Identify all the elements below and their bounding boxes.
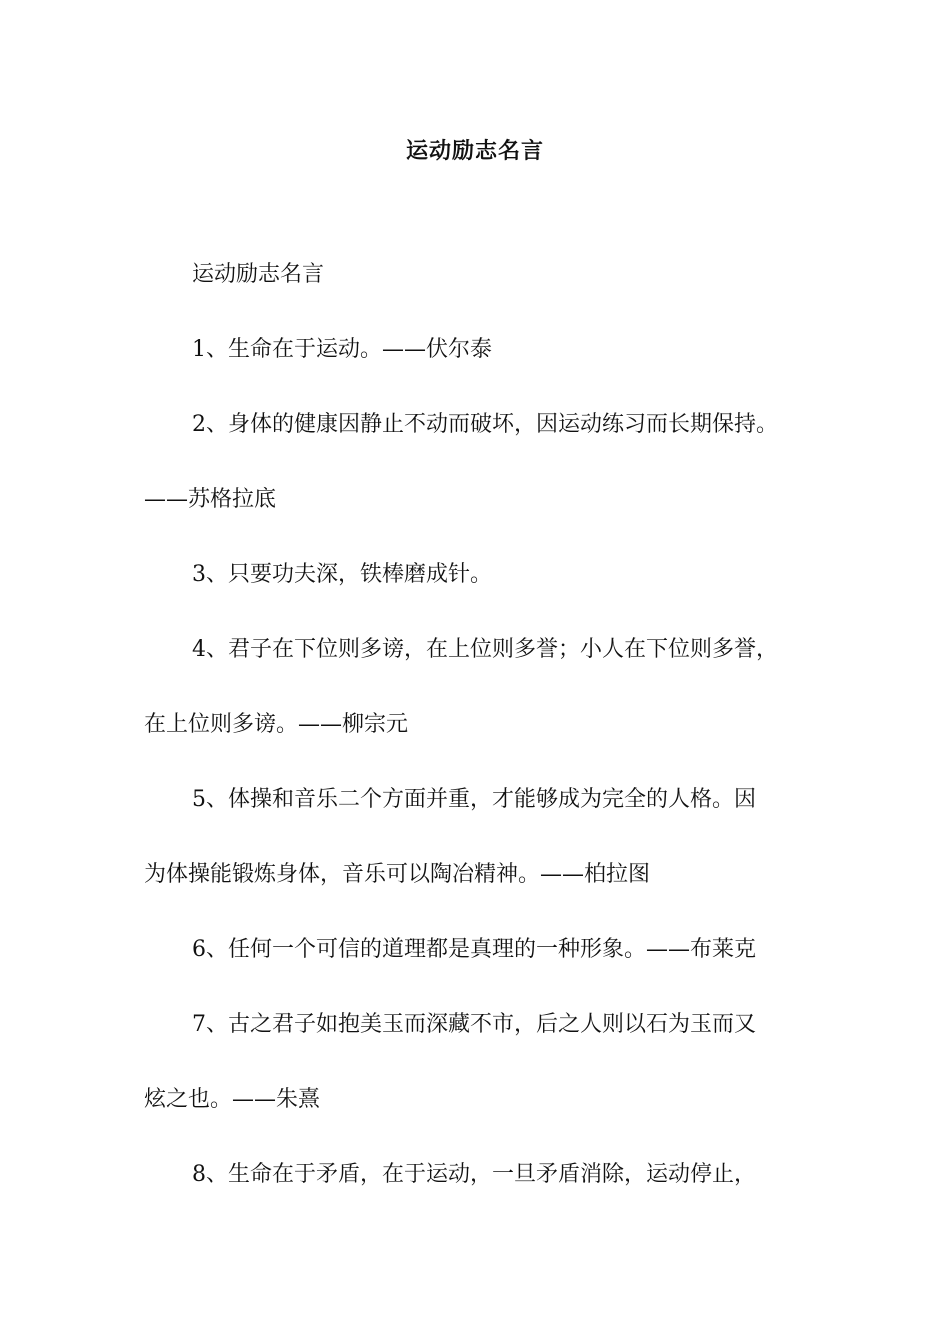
quote-line-3: 3、只要功夫深，铁棒磨成针。 — [192, 562, 492, 587]
quote-line-8: 8、生命在于矛盾，在于运动，一旦矛盾消除，运动停止， — [192, 1162, 756, 1187]
quote-line-7b: 炫之也。——朱熹 — [144, 1087, 321, 1112]
quote-line-1: 1、生命在于运动。——伏尔泰 — [192, 337, 492, 362]
heading-line: 运动励志名言 — [192, 262, 325, 287]
document-title: 运动励志名言 — [405, 139, 544, 164]
quote-line-5b: 为体操能锻炼身体，音乐可以陶冶精神。——柏拉图 — [144, 862, 651, 887]
quote-line-2b: ——苏格拉底 — [144, 487, 277, 512]
quote-line-5a: 5、体操和音乐二个方面并重，才能够成为完全的人格。因 — [192, 787, 756, 812]
quote-line-2a: 2、身体的健康因静止不动而破坏，因运动练习而长期保持。 — [192, 412, 778, 437]
quote-line-6: 6、任何一个可信的道理都是真理的一种形象。——布莱克 — [192, 937, 756, 962]
quote-line-4a: 4、君子在下位则多谤，在上位则多誉；小人在下位则多誉， — [192, 637, 778, 662]
quote-line-7a: 7、古之君子如抱美玉而深藏不市，后之人则以石为玉而又 — [192, 1012, 756, 1037]
quote-line-4b: 在上位则多谤。——柳宗元 — [144, 712, 409, 737]
